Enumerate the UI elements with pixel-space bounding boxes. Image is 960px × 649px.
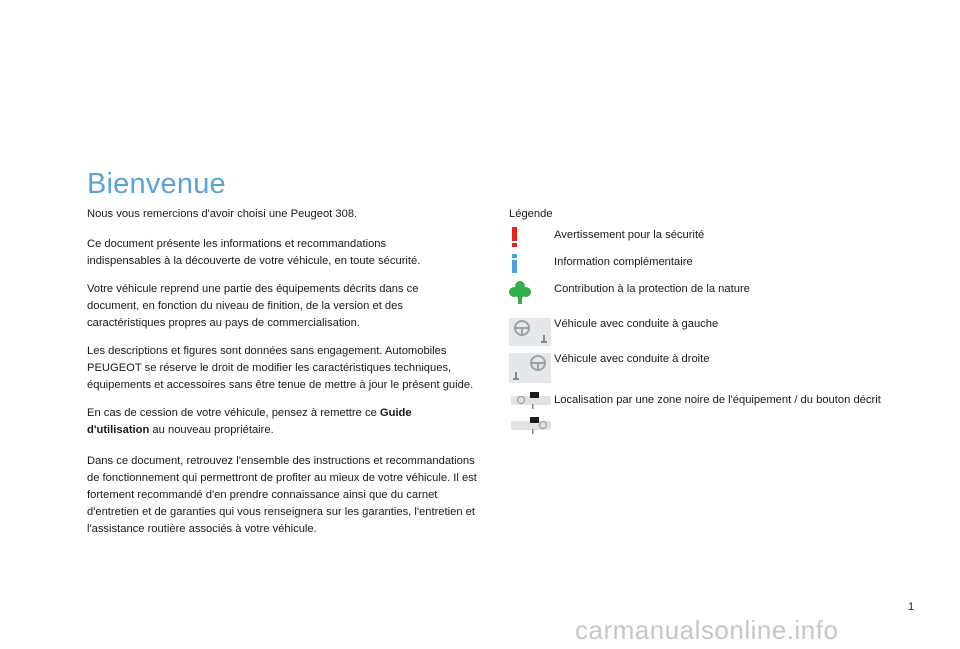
location-icon: [509, 392, 553, 436]
legend-heading: Légende: [509, 208, 553, 220]
watermark: carmanualsonline.info: [575, 615, 839, 645]
legend-item-nature: [509, 281, 929, 307]
intro-paragraph-1: Nous vous remercions d'avoir choisi une Peugeot 308.: [87, 208, 358, 220]
info-icon: [509, 254, 523, 276]
legend-item-warning: [509, 227, 929, 253]
legend-label: Véhicule avec conduite à gauche: [554, 318, 719, 330]
legend-item-info: [509, 254, 929, 280]
intro-paragraph-2: Ce document présente les informations et recommandations indispensables à la découverte de votre véhicule, en toute sécurité.: [87, 238, 421, 267]
legend-item-location: [509, 392, 929, 438]
legend-label: Avertissement pour la sécurité: [554, 229, 705, 241]
intro-paragraph-5-start: En cas de cession de votre véhicule, pensez à remettre ce: [87, 407, 380, 419]
page-title: Bienvenue: [87, 168, 226, 200]
legend-label: Localisation par une zone noire de l'équipement / du bouton décrit: [554, 394, 881, 406]
warning-icon: [509, 227, 523, 249]
intro-paragraph-3: Votre véhicule reprend une partie des équipements décrits dans ce document, en fonction du niveau de finition, de la version et des caractéristiques propres au pays de commercialisation.: [87, 283, 419, 329]
legend-label: Contribution à la protection de la nature: [554, 283, 750, 295]
left-hand-drive-icon: [509, 316, 551, 346]
legend-item-right-hand-drive: [509, 351, 929, 385]
tree-icon: [509, 281, 531, 305]
intro-paragraph-4: Les descriptions et figures sont données sans engagement. Automobiles PEUGEOT se réserve le droit de modifier les caractéristiques techniques, équipements et accessoires sans être tenue de mettre à jour le présent guide.: [87, 345, 474, 391]
intro-paragraph-5-end: au nouveau propriétaire.: [149, 424, 274, 436]
page-number: 1: [908, 601, 915, 613]
intro-paragraph-6: Dans ce document, retrouvez l'ensemble des instructions et recommandations de fonctionnement qui permettront de profiter au mieux de votre véhicule. Il est fortement recommandé d'en prendre connaissance ainsi que du carnet d'entretien et de garanties qui vous renseignera sur les garanties, l'entretien et l'assistance routière associés à votre véhicule.: [87, 455, 477, 535]
intro-text: [87, 206, 497, 538]
right-hand-drive-icon: [509, 351, 551, 383]
legend-item-left-hand-drive: [509, 316, 929, 348]
guide-name: Guide d'utilisation: [87, 407, 412, 436]
intro-paragraph-5: [87, 405, 447, 439]
legend-label: Véhicule avec conduite à droite: [554, 353, 710, 365]
legend-label: Information complémentaire: [554, 256, 693, 268]
